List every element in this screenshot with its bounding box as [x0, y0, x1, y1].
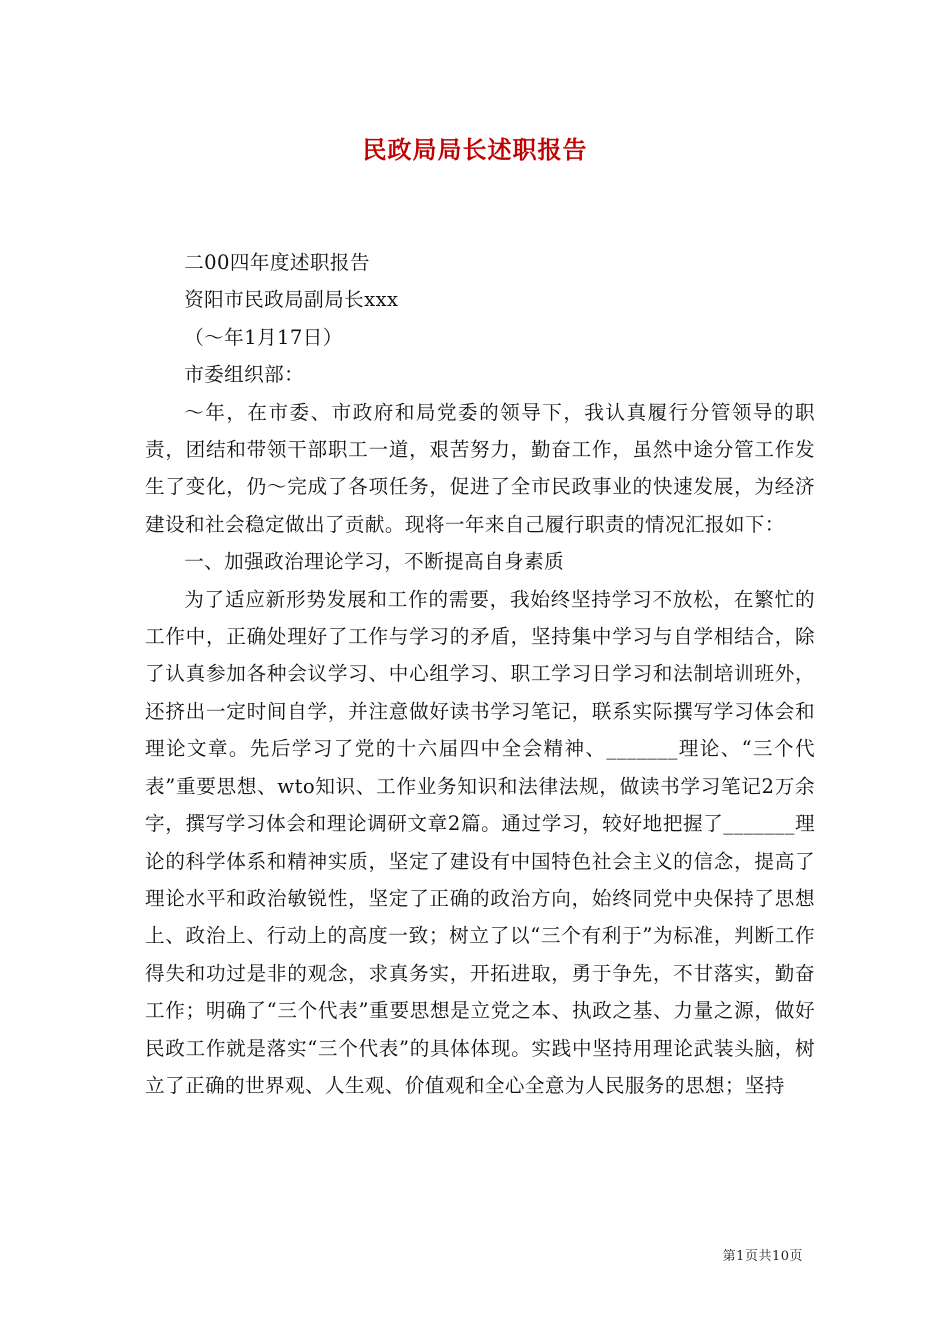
page-number: 第1页共10页	[722, 1249, 803, 1264]
document-title: 民政局局长述职报告	[362, 135, 588, 164]
salutation: 市委组织部：	[184, 363, 305, 387]
document-body	[145, 244, 815, 1104]
report-year-line: 二00四年度述职报告	[184, 251, 370, 274]
author-line: 资阳市民政局副局长xxx	[184, 288, 399, 312]
section-heading: 一、加强政治理论学习，不断提高自身素质	[184, 550, 565, 574]
intro-paragraph: ～年，在市委、市政府和局党委的领导下，我认真履行分管领导的职责，团结和带领干部职工一道，艰苦努力，勤奋工作，虽然中途分管工作发生了变化，仍～完成了各项任务，促进了全市民政事业的快速发展，为经济建设和社会稳定做出了贡献。现将一年来自己履行职责的情况汇报如下：	[145, 400, 815, 536]
body-paragraph: 为了适应新形势发展和工作的需要，我始终坚持学习不放松，在繁忙的工作中，正确处理好了工作与学习的矛盾，坚持集中学习与自学相结合，除了认真参加各种会议学习、中心组学习、职工学习日学习和法制培训班外，还挤出一定时间自学，并注意做好读书学习笔记，联系实际撰写学习体会和理论文章。先后学习了党的十六届四中全会精神、_______理论、“三个代表”重要思想、wto知识、工作业务知识和法律法规，做读书学习笔记2万余字，撰写学习体会和理论调研文章2篇。通过学习，较好地把握了_______理论的科学体系和精神实质，坚定了建设有中国特色社会主义的信念，提高了理论水平和政治敏锐性，坚定了正确的政治方向，始终同党中央保持了思想上、政治上、行动上的高度一致；树立了以“三个有利于”为标准，判断工作得失和功过是非的观念，求真务实，开拓进取，勇于争先，不甘落实，勤奋工作；明确了“三个代表”重要思想是立党之本、执政之基、力量之源，做好民政工作就是落实“三个代表”的具体体现。实践中坚持用理论武装头脑，树立了正确的世界观、人生观、价值观和全心全意为人民服务的思想；坚持	[145, 587, 815, 1097]
date-line: （～年1月17日）	[184, 325, 343, 349]
